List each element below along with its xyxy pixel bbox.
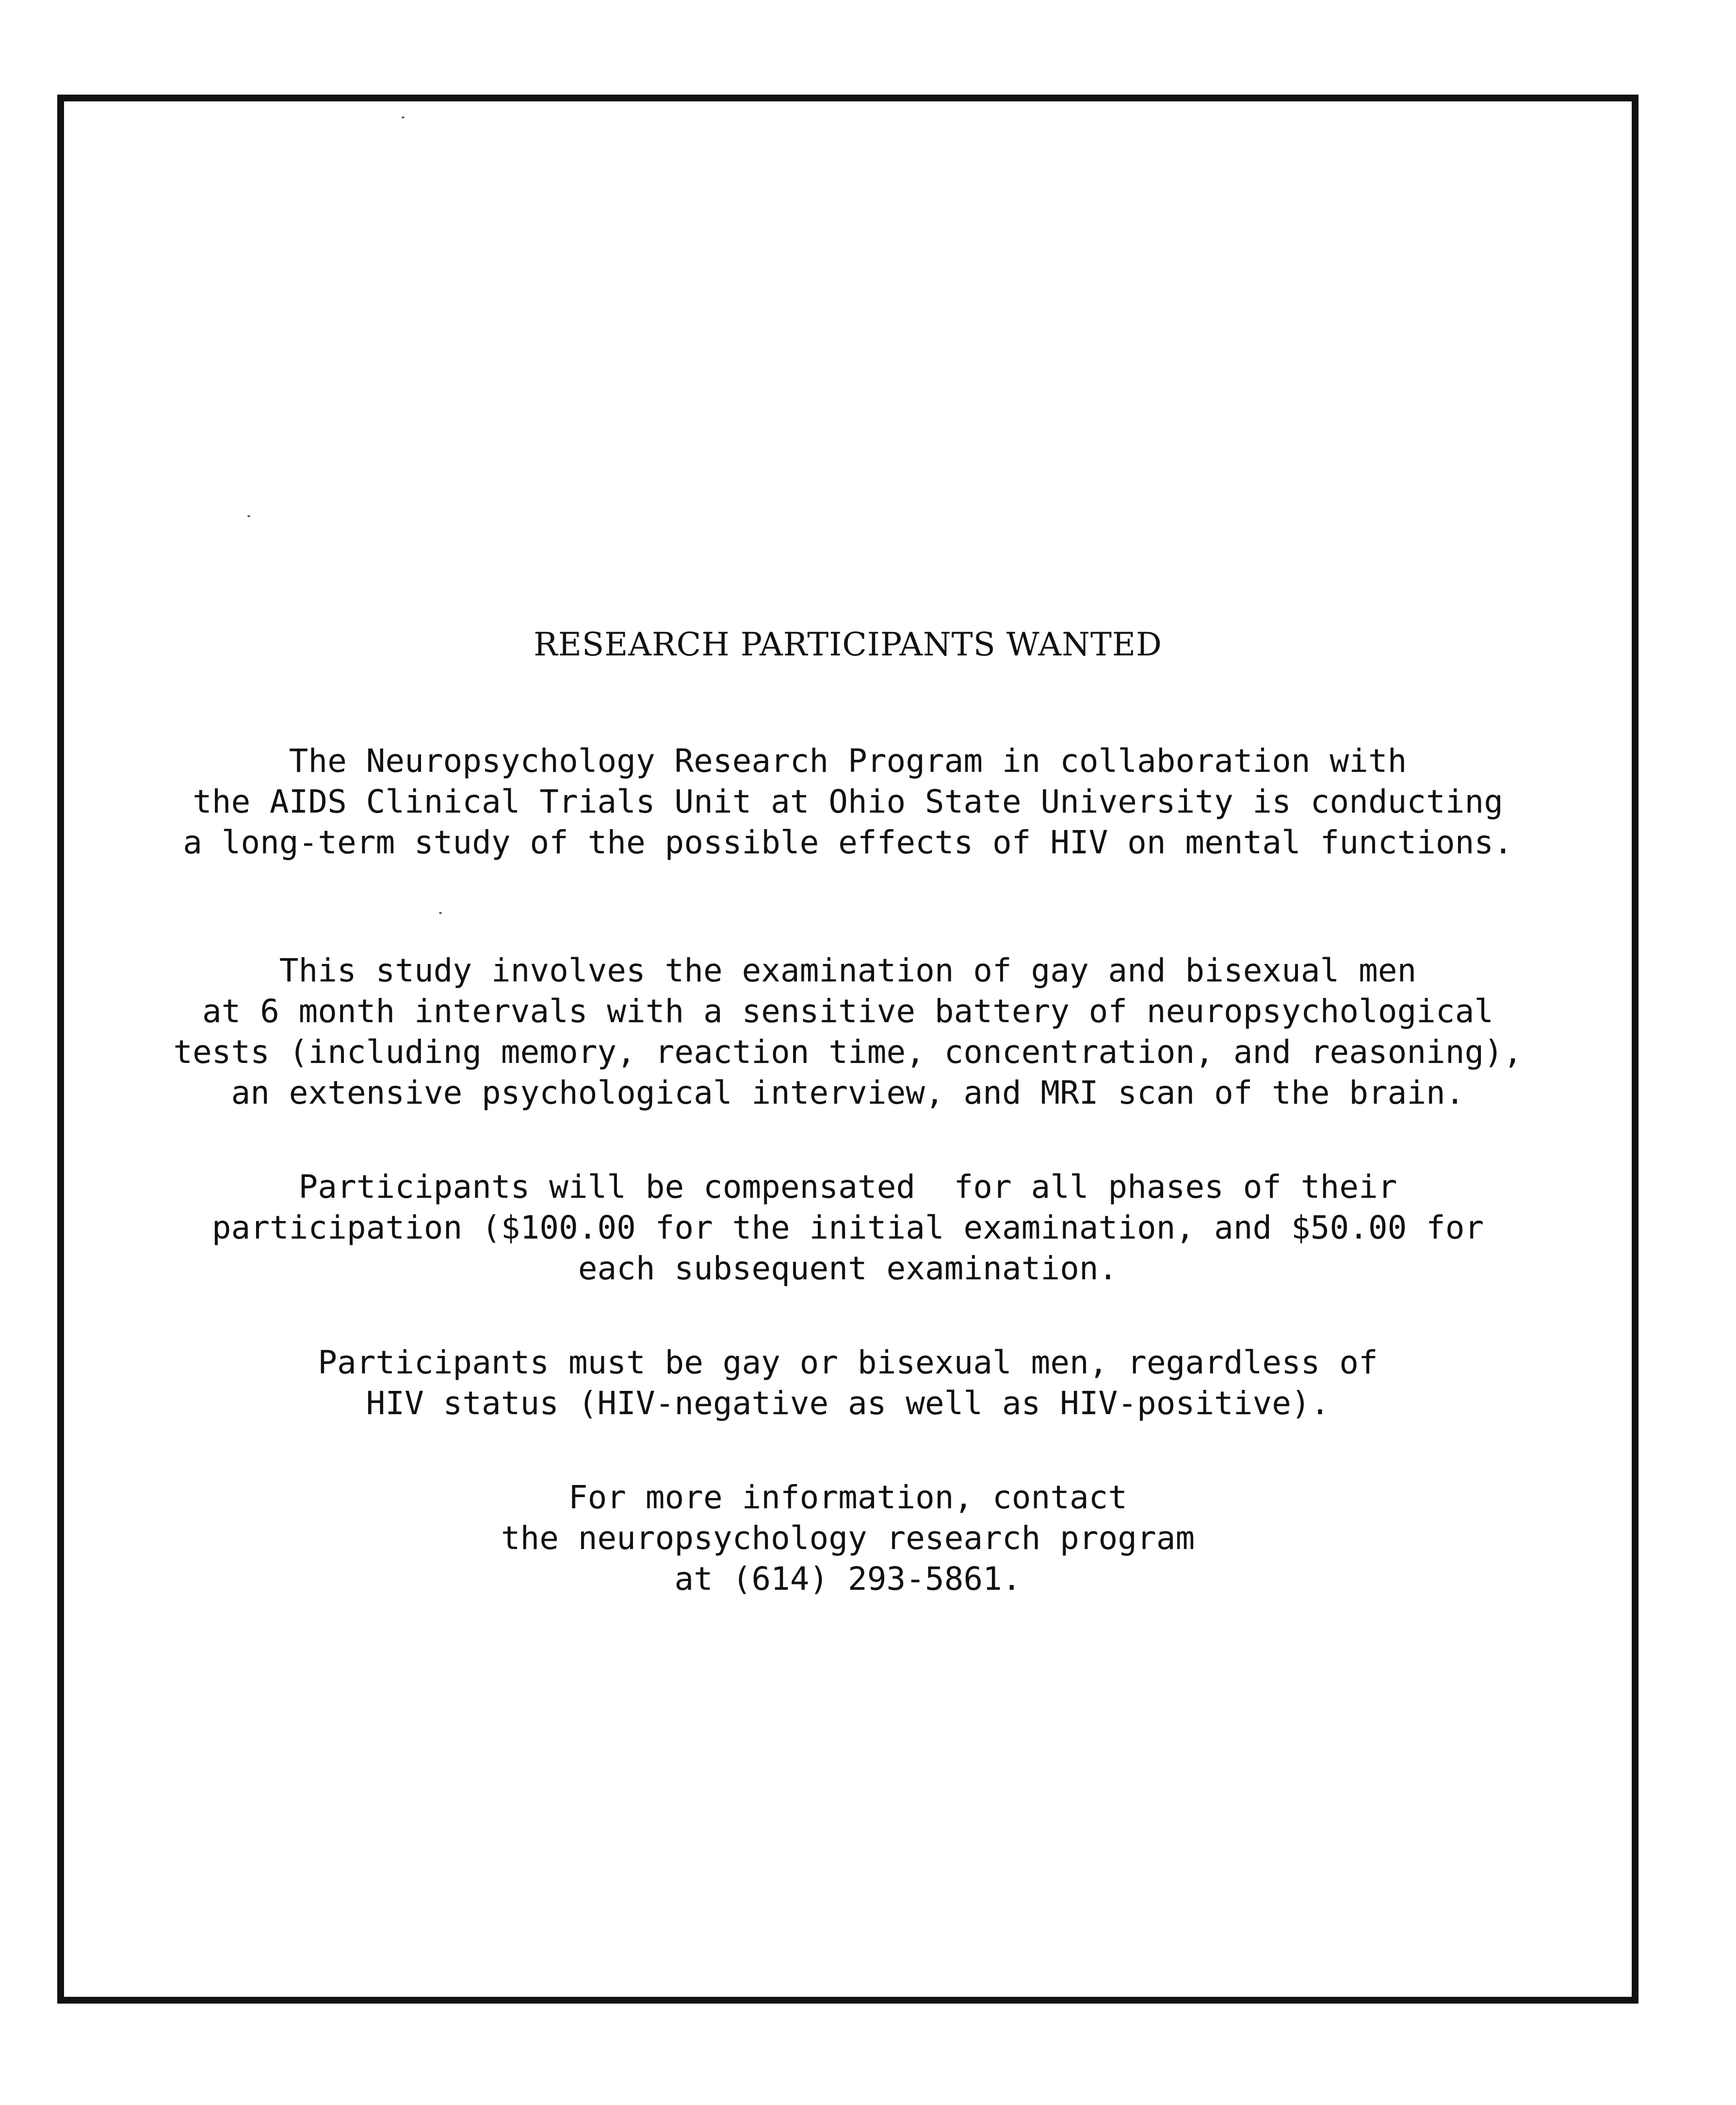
notice-body	[64, 626, 1632, 1667]
paragraph-line: the neuropsychology research program	[501, 1519, 1195, 1557]
paragraph-line: For more information, contact	[568, 1479, 1128, 1516]
paragraph-line: the AIDS Clinical Trials Unit at Ohio State University is conducting	[192, 783, 1503, 820]
paragraph-line: at 6 month intervals with a sensitive battery of neuropsychological	[202, 993, 1494, 1030]
scan-speck	[247, 515, 250, 517]
paragraph-line: Participants will be compensated for all phases of their	[298, 1168, 1397, 1206]
paragraph-compensation	[64, 1167, 1632, 1289]
contact-phone-line: at (614) 293-5861.	[674, 1560, 1022, 1598]
paragraph-line: HIV status (HIV-negative as well as HIV-positive).	[366, 1385, 1330, 1422]
paragraph-eligibility	[64, 1342, 1632, 1424]
paragraph-line: each subsequent examination.	[578, 1250, 1118, 1287]
paragraph-line: tests (including memory, reaction time, concentration, and reasoning),	[173, 1033, 1523, 1071]
paragraph-study-details	[64, 950, 1632, 1113]
paragraph-line: a long-term study of the possible effects of HIV on mental functions.	[183, 824, 1513, 861]
notice-heading: RESEARCH PARTICIPANTS WANTED	[534, 626, 1162, 663]
paragraph-line: participation ($100.00 for the initial examination, and $50.00 for	[211, 1209, 1484, 1246]
paragraph-line: This study involves the examination of gay and bisexual men	[279, 952, 1417, 989]
paragraph-line: Participants must be gay or bisexual men, regardless of	[318, 1344, 1378, 1381]
scan-speck	[402, 116, 405, 118]
paragraph-line: The Neuropsychology Research Program in collaboration with	[289, 742, 1407, 780]
paragraph-contact	[64, 1477, 1632, 1599]
paragraph-study-intro	[64, 741, 1632, 863]
paragraph-line: an extensive psychological interview, and MRI scan of the brain.	[231, 1074, 1465, 1111]
